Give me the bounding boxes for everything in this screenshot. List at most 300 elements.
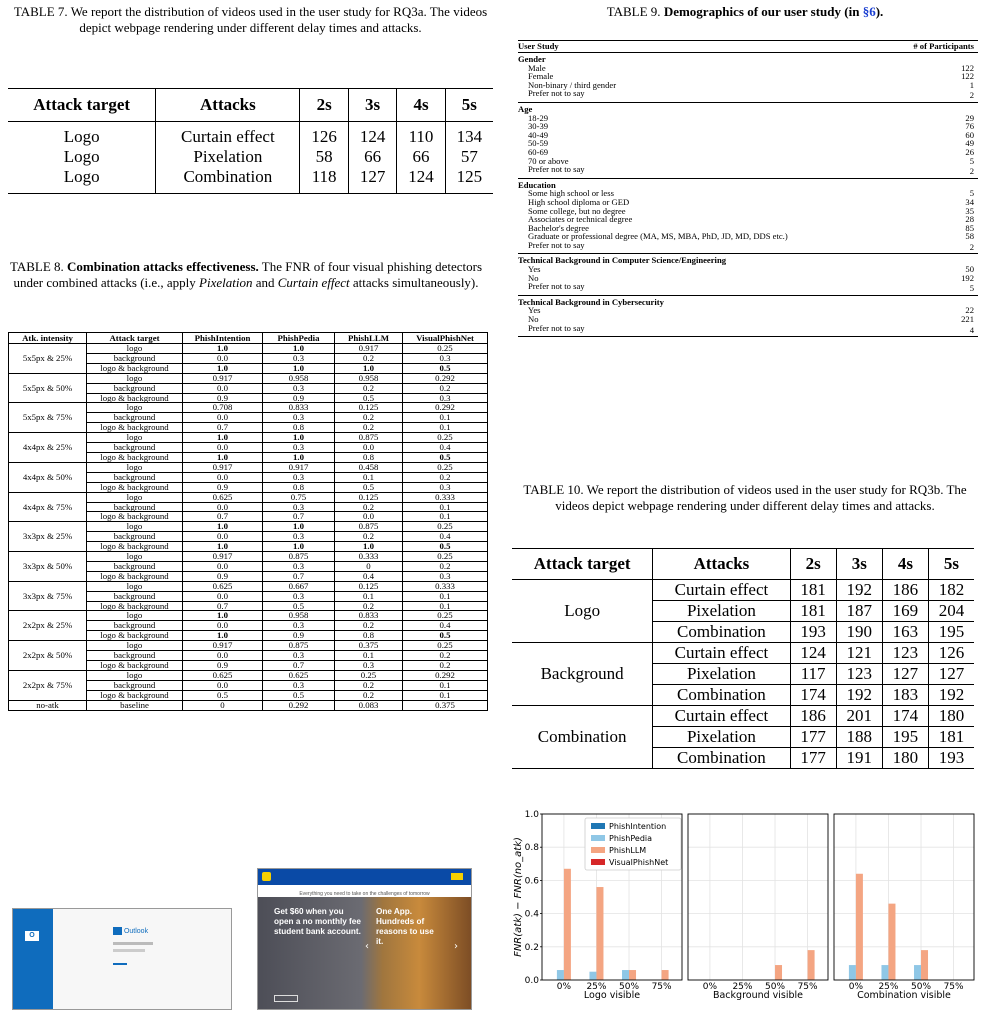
- table9-label: 60-69: [528, 146, 549, 157]
- table-row: [512, 643, 974, 664]
- table8-cell: 0.25: [403, 641, 488, 651]
- table8-header: Atk. intensity: [9, 333, 87, 344]
- table10-cell: Pixelation: [653, 727, 790, 748]
- table9-count: 58: [965, 231, 974, 242]
- table8-cell: 0.1: [335, 651, 403, 661]
- table10-cell: 195: [882, 727, 928, 748]
- table7-cell: 124: [348, 122, 396, 148]
- table8-cell: 0.9: [183, 393, 263, 403]
- panel-frame: [688, 814, 828, 980]
- table10-header: 5s: [928, 549, 974, 580]
- table8-cell: 0.1: [403, 512, 488, 522]
- table8-cell: 0.5: [263, 601, 335, 611]
- table10-cell: 180: [928, 706, 974, 727]
- table8-cell: 0.3: [263, 532, 335, 542]
- table7-cell: 134: [445, 122, 493, 148]
- bar-phishllm-0-3: [662, 970, 669, 980]
- table8-cell: 1.0: [335, 542, 403, 552]
- table8-cell: 0.958: [263, 611, 335, 621]
- table-row: [518, 282, 978, 295]
- table-row: [9, 700, 488, 710]
- outlook-sidebar: [13, 909, 53, 1010]
- bank-nav-button: [451, 873, 463, 880]
- table-row: [9, 581, 488, 591]
- table9-count: 2: [969, 166, 974, 177]
- outlook-field: [113, 963, 127, 965]
- table8-cell: logo: [87, 522, 183, 532]
- intensity-cell: 4x4px & 75%: [9, 492, 87, 522]
- table8-cell: 0.875: [335, 433, 403, 443]
- table9-label: Prefer not to say: [528, 281, 585, 292]
- bar-phishllm-0-0: [564, 869, 571, 980]
- table9-label: Female: [528, 71, 554, 82]
- table7-cell: Logo: [63, 147, 100, 166]
- bar-phishllm-2-0: [856, 874, 863, 980]
- table8-header: Attack target: [87, 333, 183, 344]
- table8-cell: 0.625: [183, 670, 263, 680]
- table9-label: Prefer not to say: [528, 88, 585, 99]
- table8-cell: 0.2: [335, 621, 403, 631]
- table8-cell: 0.0: [183, 621, 263, 631]
- table7-header: Attack target: [33, 95, 131, 114]
- table8-cell: 0.3: [263, 413, 335, 423]
- fnr-bar-chart: [505, 810, 986, 1010]
- table8-cell: 0.625: [183, 492, 263, 502]
- table8-cell: 1.0: [183, 452, 263, 462]
- table8-cell: 0.0: [183, 383, 263, 393]
- table9-count: 2: [969, 90, 974, 101]
- table8-cell: 0.0: [183, 413, 263, 423]
- table8-cell: 0.1: [335, 591, 403, 601]
- bank-subtitle: Everything you need to take on the challenges of tomorrow: [299, 891, 430, 897]
- table8-cell: background: [87, 591, 183, 601]
- table8-cell: 0.2: [335, 413, 403, 423]
- table8-cell: 0.5: [335, 482, 403, 492]
- table9-count: 5: [969, 188, 974, 199]
- table10-cell: 126: [928, 643, 974, 664]
- table-row: [518, 265, 978, 274]
- table8-cell: background: [87, 383, 183, 393]
- table8-cell: 0.3: [263, 383, 335, 393]
- table8-cell: background: [87, 680, 183, 690]
- x-tick-label: 0%: [556, 982, 572, 992]
- table8-cell: logo & background: [87, 571, 183, 581]
- table8-header: PhishLLM: [335, 333, 403, 344]
- table8-cell: 0: [335, 561, 403, 571]
- table9-label: Yes: [528, 264, 541, 275]
- table-row: [518, 274, 978, 283]
- table8-cell: 0.5: [403, 363, 488, 373]
- table8-cell: 0.5: [335, 393, 403, 403]
- table8-cell: 0.3: [263, 621, 335, 631]
- table8-cell: 1.0: [183, 433, 263, 443]
- table10-cell: 192: [928, 685, 974, 706]
- table9-label: 30-39: [528, 121, 549, 132]
- table9-count: 49: [965, 138, 974, 149]
- table8-cell: 0.5: [403, 631, 488, 641]
- table7-cell: Logo: [63, 167, 100, 186]
- table8-cell: background: [87, 413, 183, 423]
- table-row: [518, 139, 978, 148]
- table8-cell: 0.5: [403, 542, 488, 552]
- table10-cell: Combination: [653, 748, 790, 769]
- bar-phishpedia-0-2: [622, 970, 629, 980]
- table8-cell: 1.0: [263, 452, 335, 462]
- legend-swatch: [591, 835, 605, 841]
- table8-cell: 0.4: [335, 571, 403, 581]
- table8-cell: 1.0: [263, 522, 335, 532]
- table7-cell: Curtain effect: [156, 122, 300, 148]
- carousel-prev-icon[interactable]: ‹: [365, 941, 369, 952]
- table7-header: 2s: [300, 89, 348, 122]
- table8-cell: 0.708: [183, 403, 263, 413]
- table-row: [518, 64, 978, 73]
- table-row: [512, 706, 974, 727]
- table8-cell: logo: [87, 344, 183, 354]
- table10-caption: TABLE 10. We report the distribution of videos used in the user study for RQ3b. The videos depict webpage rendering under different delay times and attacks.: [523, 482, 967, 514]
- table8-cell: 0.3: [263, 651, 335, 661]
- legend-swatch: [591, 859, 605, 865]
- table8-cell: 0.9: [263, 631, 335, 641]
- table9-label: Associates or technical degree: [528, 214, 633, 225]
- chart-legend: [585, 818, 681, 870]
- outlook-field: [113, 949, 145, 952]
- table8-cell: 0.0: [335, 512, 403, 522]
- table8-cell: 0.3: [263, 443, 335, 453]
- legend-label: PhishIntention: [609, 822, 667, 831]
- table-row: [9, 670, 488, 680]
- table8-cell: 0.25: [335, 670, 403, 680]
- table7: [8, 88, 493, 194]
- table10-cell: 181: [928, 727, 974, 748]
- table8-cell: logo: [87, 641, 183, 651]
- table8-cell: background: [87, 353, 183, 363]
- table8-header: VisualPhishNet: [403, 333, 488, 344]
- table10-cell: 190: [836, 622, 882, 643]
- y-tick-label: 1.0: [524, 810, 539, 820]
- table7-cell: 126: [300, 122, 348, 148]
- table8-cell: 0.625: [183, 581, 263, 591]
- table9-label: Prefer not to say: [528, 239, 585, 250]
- table8-cell: 0.1: [403, 591, 488, 601]
- table8-cell: 0.1: [335, 472, 403, 482]
- table8-cell: 0.833: [335, 611, 403, 621]
- table8-cell: 0.2: [403, 661, 488, 671]
- table9-count: 29: [965, 112, 974, 123]
- bar-phishllm-2-2: [921, 950, 928, 980]
- table8-cell: 0.833: [263, 403, 335, 413]
- legend-swatch: [591, 823, 605, 829]
- table10-cell: 174: [882, 706, 928, 727]
- table9-count: 2: [969, 241, 974, 252]
- table8-cell: 0.1: [403, 680, 488, 690]
- table8-cell: 0.667: [263, 581, 335, 591]
- table10-cell: 169: [882, 601, 928, 622]
- table8-cell: 0.8: [263, 482, 335, 492]
- x-tick-label: 25%: [732, 982, 753, 992]
- table8-cell: 0.125: [335, 492, 403, 502]
- table9-label: Graduate or professional degree (MA, MS, MBA, PhD, JD, MD, DDS etc.): [528, 231, 788, 242]
- table8-cell: 0.7: [183, 601, 263, 611]
- x-tick-label: 50%: [619, 982, 640, 992]
- intensity-cell: 3x3px & 50%: [9, 552, 87, 582]
- table8-cell: logo & background: [87, 542, 183, 552]
- table9-label: Some high school or less: [528, 188, 614, 199]
- table8-cell: 0.7: [263, 512, 335, 522]
- table7-cell: 110: [397, 122, 445, 148]
- table8-cell: 1.0: [263, 363, 335, 373]
- table8-cell: 0.2: [335, 423, 403, 433]
- table10-cell: Pixelation: [653, 601, 790, 622]
- intensity-cell: 5x5px & 50%: [9, 373, 87, 403]
- table8-cell: 0.2: [335, 383, 403, 393]
- table7-caption: TABLE 7. We report the distribution of videos used in the user study for RQ3a. The videos depict webpage rendering under different delay times and attacks.: [13, 4, 488, 36]
- carousel-next-icon[interactable]: ›: [454, 941, 458, 952]
- y-tick-label: 0.0: [524, 976, 539, 986]
- table10-cell: 117: [790, 664, 836, 685]
- x-tick-label: 75%: [651, 982, 672, 992]
- table8-cell: 0.958: [263, 373, 335, 383]
- table8-cell: 0.0: [183, 561, 263, 571]
- table8-cell: 0.25: [403, 462, 488, 472]
- table10-cell: 181: [790, 580, 836, 601]
- table7-cell: 57: [445, 147, 493, 167]
- table9-count: 4: [969, 324, 974, 335]
- table10-cell: 195: [928, 622, 974, 643]
- table8-cell: 0.0: [183, 532, 263, 542]
- legend-label: VisualPhishNet: [609, 858, 669, 867]
- target-cell: Background: [512, 643, 653, 706]
- table-row: [9, 641, 488, 651]
- table8-cell: 0.125: [335, 403, 403, 413]
- table-row: [518, 232, 978, 241]
- table8-cell: 0.25: [403, 522, 488, 532]
- table8-cell: 1.0: [263, 344, 335, 354]
- legend-label: PhishLLM: [609, 846, 647, 855]
- section-link[interactable]: §6: [862, 4, 876, 19]
- table8-cell: 1.0: [183, 522, 263, 532]
- table10-cell: 163: [882, 622, 928, 643]
- table10-cell: 193: [790, 622, 836, 643]
- table-row: [9, 344, 488, 354]
- table10-cell: 177: [790, 727, 836, 748]
- outlook-thumbnail: [12, 908, 232, 1010]
- table8-cell: 0.2: [335, 690, 403, 700]
- table7-cell: 127: [348, 167, 396, 194]
- table8-cell: 0.2: [335, 680, 403, 690]
- table9: [518, 40, 978, 337]
- bank-cta-button[interactable]: [274, 995, 298, 1002]
- bank-promo-1: Get $60 when you open a no monthly fee student bank account.: [274, 907, 361, 936]
- table8-cell: 0.2: [335, 532, 403, 542]
- table-row: [518, 306, 978, 315]
- panel-frame: [834, 814, 974, 980]
- intensity-cell: 4x4px & 50%: [9, 462, 87, 492]
- table-row: [9, 611, 488, 621]
- table8-cell: 0.0: [183, 443, 263, 453]
- table10-cell: 181: [790, 601, 836, 622]
- table8-cell: 0.8: [263, 423, 335, 433]
- table9-label: Non-binary / third gender: [528, 79, 617, 90]
- table8-cell: logo & background: [87, 661, 183, 671]
- table8-cell: logo: [87, 433, 183, 443]
- intensity-cell: 2x2px & 25%: [9, 611, 87, 641]
- table8-cell: 0.333: [403, 492, 488, 502]
- table10-cell: Combination: [653, 685, 790, 706]
- outlook-brand: Outlook: [113, 927, 148, 935]
- table10-header: 3s: [836, 549, 882, 580]
- table7-header: Attacks: [156, 89, 300, 122]
- table8-cell: 0.25: [403, 552, 488, 562]
- bar-phishllm-1-2: [775, 965, 782, 980]
- y-tick-label: 0.4: [524, 909, 539, 920]
- table8-cell: 0.875: [263, 641, 335, 651]
- table9-caption: TABLE 9. Demographics of our user study (in §6).: [606, 4, 884, 19]
- table9-label: 70 or above: [528, 155, 569, 166]
- table8-cell: 0.3: [403, 353, 488, 363]
- table10-cell: 127: [882, 664, 928, 685]
- table10-cell: 186: [882, 580, 928, 601]
- table8-cell: logo: [87, 552, 183, 562]
- table8-cell: 0.0: [183, 680, 263, 690]
- table8-cell: 0.25: [403, 344, 488, 354]
- table9-label: 40-49: [528, 129, 549, 140]
- table9-count: 26: [965, 146, 974, 157]
- table8-cell: 0.4: [403, 532, 488, 542]
- table8-cell: 0.917: [183, 641, 263, 651]
- intensity-cell: 5x5px & 75%: [9, 403, 87, 433]
- x-tick-label: 50%: [765, 982, 786, 992]
- table8-cell: background: [87, 502, 183, 512]
- table-row: [518, 165, 978, 178]
- table9-label: No: [528, 314, 539, 325]
- table10-cell: 180: [882, 748, 928, 769]
- table8-cell: logo: [87, 670, 183, 680]
- x-tick-label: 0%: [848, 982, 864, 992]
- table9-count: 122: [961, 62, 974, 73]
- table8-cell: logo: [87, 403, 183, 413]
- table-row: [512, 580, 974, 601]
- table8-cell: 0.2: [335, 601, 403, 611]
- table8-cell: 0.25: [403, 433, 488, 443]
- table10-cell: 123: [836, 664, 882, 685]
- x-axis-label: Background visible: [712, 990, 804, 1001]
- table10-cell: 121: [836, 643, 882, 664]
- table8-cell: 0.292: [403, 403, 488, 413]
- x-tick-label: 25%: [586, 982, 607, 992]
- table8-cell: 0.2: [403, 561, 488, 571]
- bank-thumbnail: [257, 868, 472, 1010]
- table8-cell: 0.7: [183, 512, 263, 522]
- table-row: [518, 81, 978, 90]
- table9-header: User Study: [518, 41, 559, 51]
- table8-cell: 0.0: [183, 502, 263, 512]
- bar-phishpedia-0-0: [557, 970, 564, 980]
- table8-cell: 0.3: [335, 661, 403, 671]
- table7-header: 4s: [397, 89, 445, 122]
- table10-cell: 177: [790, 748, 836, 769]
- table-row: [518, 241, 978, 254]
- table8-cell: 0.958: [335, 373, 403, 383]
- table10-cell: 182: [928, 580, 974, 601]
- table8-cell: 1.0: [263, 433, 335, 443]
- table9-count: 76: [965, 121, 974, 132]
- table9-label: 50-59: [528, 138, 549, 149]
- table8-cell: 0.875: [335, 522, 403, 532]
- table8-cell: background: [87, 472, 183, 482]
- table8-cell: 0.875: [263, 552, 335, 562]
- table8-cell: 0.3: [263, 472, 335, 482]
- table8-cell: background: [87, 651, 183, 661]
- intensity-cell: 5x5px & 25%: [9, 344, 87, 374]
- bar-phishpedia-2-0: [849, 965, 856, 980]
- table-row: [9, 462, 488, 472]
- table8-cell: 0.2: [403, 383, 488, 393]
- table8-cell: 0.5: [263, 690, 335, 700]
- table9-count: 50: [965, 264, 974, 275]
- table8-cell: 0.3: [263, 353, 335, 363]
- table10-cell: 127: [928, 664, 974, 685]
- table8-cell: 0.3: [403, 482, 488, 492]
- table8-cell: logo & background: [87, 423, 183, 433]
- table7-header: 5s: [445, 89, 493, 122]
- table7-cell: 125: [445, 167, 493, 194]
- x-axis-label: Logo visible: [583, 990, 641, 1001]
- table10-cell: 186: [790, 706, 836, 727]
- table-row: [9, 373, 488, 383]
- table9-label: Some college, but no degree: [528, 205, 626, 216]
- bank-logo-icon: [262, 872, 271, 881]
- table7-cell: Combination: [156, 167, 300, 194]
- table10-cell: Pixelation: [653, 664, 790, 685]
- table9-count: 1: [969, 79, 974, 90]
- table8-cell: background: [87, 532, 183, 542]
- x-tick-label: 25%: [878, 982, 899, 992]
- table8-cell: 0.917: [183, 373, 263, 383]
- table-row: [9, 403, 488, 413]
- table10-header: Attack target: [533, 554, 631, 573]
- table8-cell: logo: [87, 611, 183, 621]
- table8-cell: 0.1: [403, 413, 488, 423]
- intensity-cell: 2x2px & 50%: [9, 641, 87, 671]
- table10-header: Attacks: [653, 549, 790, 580]
- bar-phishllm-0-2: [629, 970, 636, 980]
- table8-cell: 0.083: [335, 700, 403, 710]
- table9-header: # of Participants: [913, 41, 974, 51]
- table8-cell: logo & background: [87, 452, 183, 462]
- table-row: [9, 492, 488, 502]
- table8-cell: 0.0: [183, 353, 263, 363]
- table10-cell: Curtain effect: [653, 643, 790, 664]
- table-row: [518, 157, 978, 166]
- x-tick-label: 75%: [943, 982, 964, 992]
- table8-cell: 0.2: [403, 472, 488, 482]
- table9-label: High school diploma or GED: [528, 196, 630, 207]
- table8-cell: 0.375: [335, 641, 403, 651]
- table8-cell: 1.0: [263, 542, 335, 552]
- table-row: [518, 148, 978, 157]
- table8-cell: 0.458: [335, 462, 403, 472]
- table10-cell: Curtain effect: [653, 580, 790, 601]
- table8-cell: 0.1: [403, 690, 488, 700]
- table-row: [9, 522, 488, 532]
- table10-header: 2s: [790, 549, 836, 580]
- y-axis-label: FNR(atk) − FNR(no_atk): [513, 837, 524, 957]
- table8-cell: 0.125: [335, 581, 403, 591]
- table-row: [8, 147, 493, 167]
- table9-count: 85: [965, 222, 974, 233]
- table9-count: 192: [961, 272, 974, 283]
